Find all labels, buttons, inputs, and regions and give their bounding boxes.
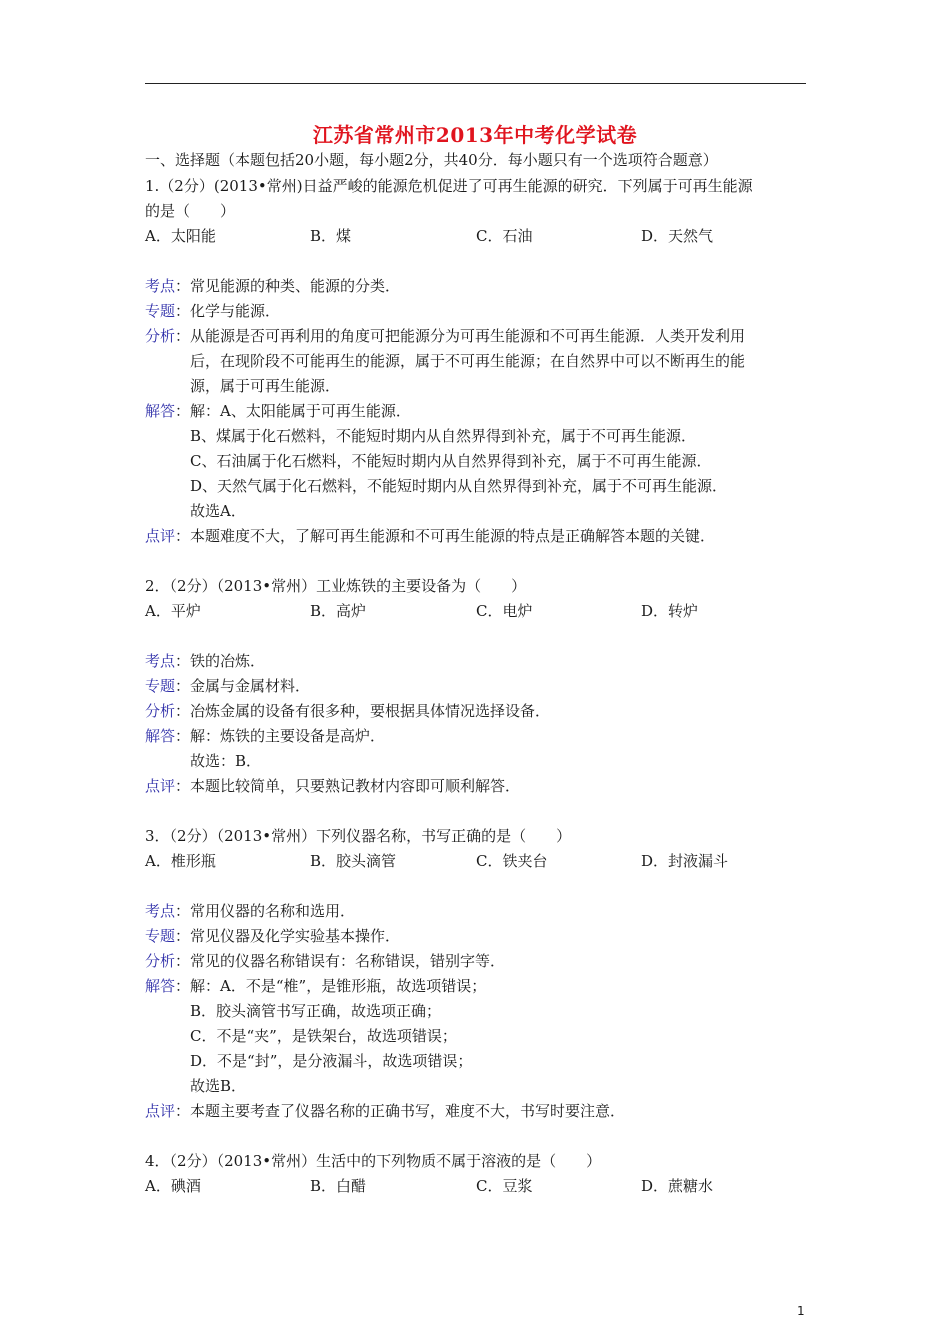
- jieda-text: 解：A、太阳能属于可再生能源．: [190, 402, 411, 420]
- q1-option-a: A．太阳能: [145, 227, 216, 245]
- q2-jieda-line2: 故选：B．: [190, 752, 262, 770]
- zhuanti-label: 专题: [145, 927, 176, 945]
- q4-option-c: C．豆浆: [476, 1177, 533, 1195]
- dianping-text: 本题难度不大，了解可再生能源和不可再生能源的特点是正确解答本题的关键．: [190, 527, 716, 545]
- q3-dianping: 点评：本题主要考查了仪器名称的正确书写，难度不大，书写时要注意．: [145, 1102, 626, 1120]
- q3-jieda-line2: B．胶头滴管书写正确，故选项正确；: [190, 1002, 442, 1020]
- jieda-label: 解答: [145, 402, 176, 420]
- dianping-label: 点评: [145, 527, 176, 545]
- q1-jieda-line4: D、天然气属于化石燃料，不能短时期内从自然界得到补充，属于不可再生能源．: [190, 477, 728, 495]
- fenxi-label: 分析: [145, 702, 176, 720]
- fenxi-text: 常见的仪器名称错误有：名称错误，错别字等．: [190, 952, 506, 970]
- q1-zhuanti: 专题：化学与能源．: [145, 302, 281, 320]
- q4-option-b: B．白醋: [310, 1177, 367, 1195]
- q3-option-b: B．胶头滴管: [310, 852, 397, 870]
- q3-jieda-line3: C．不是“夹”，是铁架台，故选项错误；: [190, 1027, 457, 1045]
- q2-stem-line1: 2．（2分）（2013•常州）工业炼铁的主要设备为（ ）: [145, 577, 527, 595]
- kaodian-label: 考点: [145, 652, 176, 670]
- q4-option-a: A．碘酒: [145, 1177, 201, 1195]
- jieda-text: 解：炼铁的主要设备是高炉．: [190, 727, 386, 745]
- q3-jieda: 解答：解：A．不是“椎”，是锥形瓶，故选项错误；: [145, 977, 487, 995]
- q1-fenxi: 分析：从能源是否可再利用的角度可把能源分为可再生能源和不可再生能源．人类开发利用: [145, 327, 746, 345]
- q3-jieda-line4: D．不是“封”，是分液漏斗，故选项错误；: [190, 1052, 473, 1070]
- page-number: 1: [797, 1304, 805, 1318]
- q1-option-b: B．煤: [310, 227, 352, 245]
- q1-jieda-line3: C、石油属于化石燃料，不能短时期内从自然界得到补充，属于不可再生能源．: [190, 452, 712, 470]
- q1-kaodian: 考点：常见能源的种类、能源的分类．: [145, 277, 401, 295]
- kaodian-label: 考点: [145, 277, 176, 295]
- q1-jieda: 解答：解：A、太阳能属于可再生能源．: [145, 402, 411, 420]
- jieda-label: 解答: [145, 727, 176, 745]
- q1-stem-line1: 1.（2分）(2013•常州)日益严峻的能源危机促进了可再生能源的研究．下列属于可再生能源: [145, 177, 753, 195]
- jieda-text: 解：A．不是“椎”，是锥形瓶，故选项错误；: [190, 977, 487, 995]
- jieda-label: 解答: [145, 977, 176, 995]
- q3-option-a: A．椎形瓶: [145, 852, 216, 870]
- dianping-label: 点评: [145, 777, 176, 795]
- header-rule: [145, 83, 806, 84]
- kaodian-text: 铁的冶炼．: [190, 652, 266, 670]
- zhuanti-text: 化学与能源．: [190, 302, 281, 320]
- kaodian-label: 考点: [145, 902, 176, 920]
- q2-option-a: A．平炉: [145, 602, 201, 620]
- q1-option-d: D．天然气: [641, 227, 714, 245]
- section-heading: 一、选择题（本题包括20小题，每小题2分，共40分．每小题只有一个选项符合题意）: [145, 151, 718, 169]
- fenxi-label: 分析: [145, 952, 176, 970]
- q2-jieda: 解答：解：炼铁的主要设备是高炉．: [145, 727, 386, 745]
- q3-option-d: D．封液漏斗: [641, 852, 729, 870]
- zhuanti-text: 常见仪器及化学实验基本操作．: [190, 927, 401, 945]
- kaodian-text: 常用仪器的名称和选用．: [190, 902, 356, 920]
- q2-dianping: 点评：本题比较简单，只要熟记教材内容即可顺利解答．: [145, 777, 521, 795]
- q2-zhuanti: 专题：金属与金属材料．: [145, 677, 311, 695]
- q2-fenxi: 分析：冶炼金属的设备有很多种，要根据具体情况选择设备．: [145, 702, 551, 720]
- kaodian-text: 常见能源的种类、能源的分类．: [190, 277, 401, 295]
- fenxi-text: 从能源是否可再利用的角度可把能源分为可再生能源和不可再生能源．人类开发利用: [190, 327, 746, 345]
- q1-fenxi-line3: 源，属于可再生能源．: [190, 377, 341, 395]
- q3-jieda-line5: 故选B．: [190, 1077, 247, 1095]
- dianping-label: 点评: [145, 1102, 176, 1120]
- q1-dianping: 点评：本题难度不大，了解可再生能源和不可再生能源的特点是正确解答本题的关键．: [145, 527, 716, 545]
- q4-stem-line1: 4．（2分）（2013•常州）生活中的下列物质不属于溶液的是（ ）: [145, 1152, 602, 1170]
- q3-option-c: C．铁夹台: [476, 852, 548, 870]
- q1-stem-line2: 的是（ ）: [145, 202, 236, 220]
- q4-option-d: D．蔗糖水: [641, 1177, 714, 1195]
- q2-option-d: D．转炉: [641, 602, 699, 620]
- q3-kaodian: 考点：常用仪器的名称和选用．: [145, 902, 356, 920]
- q3-fenxi: 分析：常见的仪器名称错误有：名称错误，错别字等．: [145, 952, 506, 970]
- q2-option-c: C．电炉: [476, 602, 533, 620]
- zhuanti-text: 金属与金属材料．: [190, 677, 311, 695]
- q1-option-c: C．石油: [476, 227, 533, 245]
- dianping-text: 本题主要考查了仪器名称的正确书写，难度不大，书写时要注意．: [190, 1102, 626, 1120]
- q3-stem-line1: 3．（2分）（2013•常州）下列仪器名称，书写正确的是（ ）: [145, 827, 572, 845]
- zhuanti-label: 专题: [145, 302, 176, 320]
- fenxi-text: 冶炼金属的设备有很多种，要根据具体情况选择设备．: [190, 702, 551, 720]
- fenxi-label: 分析: [145, 327, 176, 345]
- dianping-text: 本题比较简单，只要熟记教材内容即可顺利解答．: [190, 777, 521, 795]
- zhuanti-label: 专题: [145, 677, 176, 695]
- q2-kaodian: 考点：铁的冶炼．: [145, 652, 266, 670]
- q3-zhuanti: 专题：常见仪器及化学实验基本操作．: [145, 927, 401, 945]
- q1-fenxi-line2: 后，在现阶段不可能再生的能源，属于不可再生能源；在自然界中可以不断再生的能: [190, 352, 746, 370]
- q1-jieda-line5: 故选A．: [190, 502, 246, 520]
- q1-jieda-line2: B、煤属于化石燃料，不能短时期内从自然界得到补充，属于不可再生能源．: [190, 427, 697, 445]
- exam-title: 江苏省常州市2013年中考化学试卷: [312, 123, 638, 147]
- q2-option-b: B．高炉: [310, 602, 367, 620]
